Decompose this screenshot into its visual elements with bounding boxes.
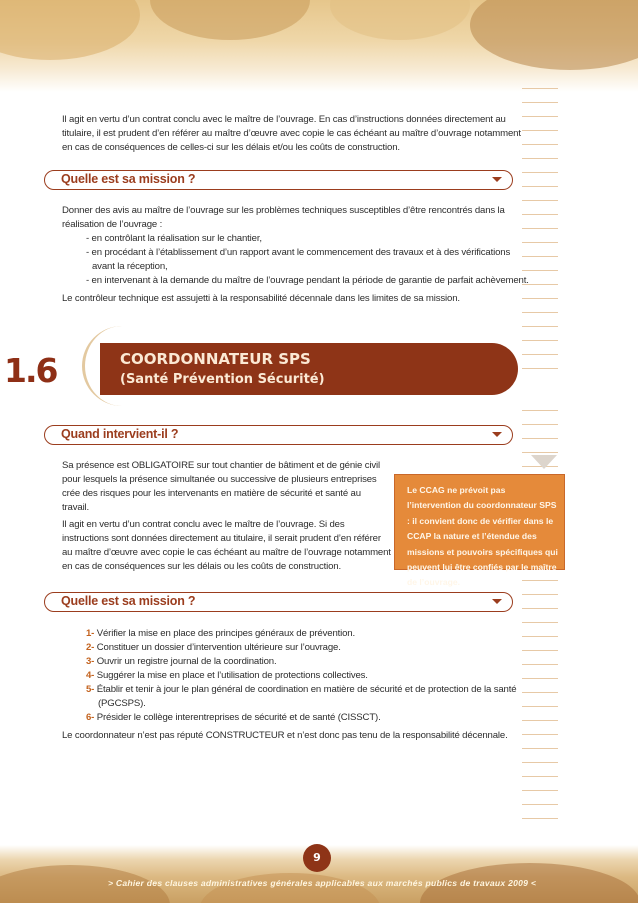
item-text: Établir et tenir à jour le plan général de coordination en matière de sécurité et de protection de la santé (96, 684, 517, 695)
when-line-7: au maître d’œuvre avec copie le cas échéant au maître de l’ouvrage notamment (62, 547, 391, 558)
mission2-item (86, 711, 381, 725)
mission2-item (86, 683, 516, 697)
mission1-bullet-1: - en contrôlant la réalisation sur le chantier, (86, 233, 262, 244)
mission2-header-bar[interactable] (44, 592, 513, 612)
item-text: Suggérer la mise en place et l’utilisation de protections collectives. (96, 670, 368, 681)
intro-line-3: en cas de conséquences de celles-ci sur les délais et/ou les coûts de construction. (62, 142, 400, 153)
mission1-bullet-2: - en procédant à l’établissement d’un rapport avant le commencement des travaux et à des vérifications (86, 247, 511, 258)
item-text: Présider le collège interentreprises de sécurité et de santé (CISSCT). (96, 712, 381, 723)
mission2-item (86, 669, 368, 683)
section-subtitle: (Santé Prévention Sécurité) (120, 372, 325, 387)
chevron-down-icon (492, 599, 502, 604)
mission2-item-continuation (98, 697, 146, 711)
page-number: 9 (303, 844, 331, 872)
section-title: COORDONNATEUR SPS (120, 350, 311, 368)
item-text: Vérifier la mise en place des principes généraux de prévention. (96, 628, 356, 639)
item-number: 2- (86, 642, 95, 653)
intro-line-1: Il agit en vertu d’un contrat conclu avec le maître de l’ouvrage. En cas d’instructions données directement au (62, 114, 506, 125)
when-line-4: travail. (62, 502, 90, 513)
item-text: (PGCSPS). (98, 698, 146, 709)
footer-text: > Cahier des clauses administratives générales applicables aux marchés publics de travaux 2009 < (108, 878, 537, 888)
mission2-footer: Le coordonnateur n’est pas réputé CONSTRUCTEUR et n’est donc pas tenu de la responsabilité décennale. (62, 730, 508, 741)
chevron-down-icon (492, 177, 502, 182)
item-number: 1- (86, 628, 95, 639)
item-text: Ouvrir un registre journal de la coordination. (96, 656, 277, 667)
item-number: 4- (86, 670, 95, 681)
mission2-header-label: Quelle est sa mission ? (61, 594, 196, 608)
section-number: 1.6 (4, 351, 57, 390)
when-header-label: Quand intervient-il ? (61, 427, 179, 441)
mission2-item (86, 655, 277, 669)
when-line-6: instructions sont données directement au titulaire, il serait prudent d’en référer (62, 533, 381, 544)
note-text: Le CCAG ne prévoit pas l’intervention du coordonnateur SPS : il convient donc de vérifier dans le CCAP la nature et l’étendue des missions et pouvoirs spécifiques qui peuvent lui être confiés par le maître de l’ouvrage. (407, 485, 558, 588)
mission1-footer: Le contrôleur technique est assujetti à la responsabilité décennale dans les limites de sa mission. (62, 293, 460, 304)
when-line-8: en cas de conséquences sur les délais ou les coûts de construction. (62, 561, 341, 572)
intro-line-2: titulaire, il est prudent d’en référer au maître d’œuvre avec copie le cas échéant au maître d’ouvrage notamment (62, 128, 521, 139)
item-number: 6- (86, 712, 95, 723)
mission1-line-2: réalisation de l’ouvrage : (62, 219, 163, 230)
mission-header-bar[interactable] (44, 170, 513, 190)
mission1-bullet-2b: avant la réception, (92, 261, 168, 272)
mission-header-label: Quelle est sa mission ? (61, 172, 196, 186)
chevron-down-icon (492, 432, 502, 437)
mission2-item (86, 627, 355, 641)
down-arrow-icon (531, 455, 557, 469)
when-line-3: crée des risques pour les intervenants en matière de sécurité et santé au (62, 488, 361, 499)
item-number: 3- (86, 656, 95, 667)
when-line-5: Il agit en vertu d’un contrat conclu avec le maître de l’ouvrage. Si des (62, 519, 345, 530)
when-line-2: pour lesquels la présence simultanée ou successive de plusieurs entreprises (62, 474, 377, 485)
item-text: Constituer un dossier d’intervention ultérieure sur l’ouvrage. (96, 642, 341, 653)
when-line-1: Sa présence est OBLIGATOIRE sur tout chantier de bâtiment et de génie civil (62, 460, 380, 471)
mission2-item (86, 641, 341, 655)
mission1-line-1: Donner des avis au maître de l’ouvrage sur les problèmes techniques susceptibles d’être rencontrés dans la (62, 205, 505, 216)
note-box (394, 474, 565, 588)
mission1-bullet-3: - en intervenant à la demande du maître de l’ouvrage pendant la période de garantie de parfait achèvement. (86, 275, 529, 286)
header-decoration (0, 0, 638, 92)
item-number: 5- (86, 684, 95, 695)
when-header-bar[interactable] (44, 425, 513, 445)
